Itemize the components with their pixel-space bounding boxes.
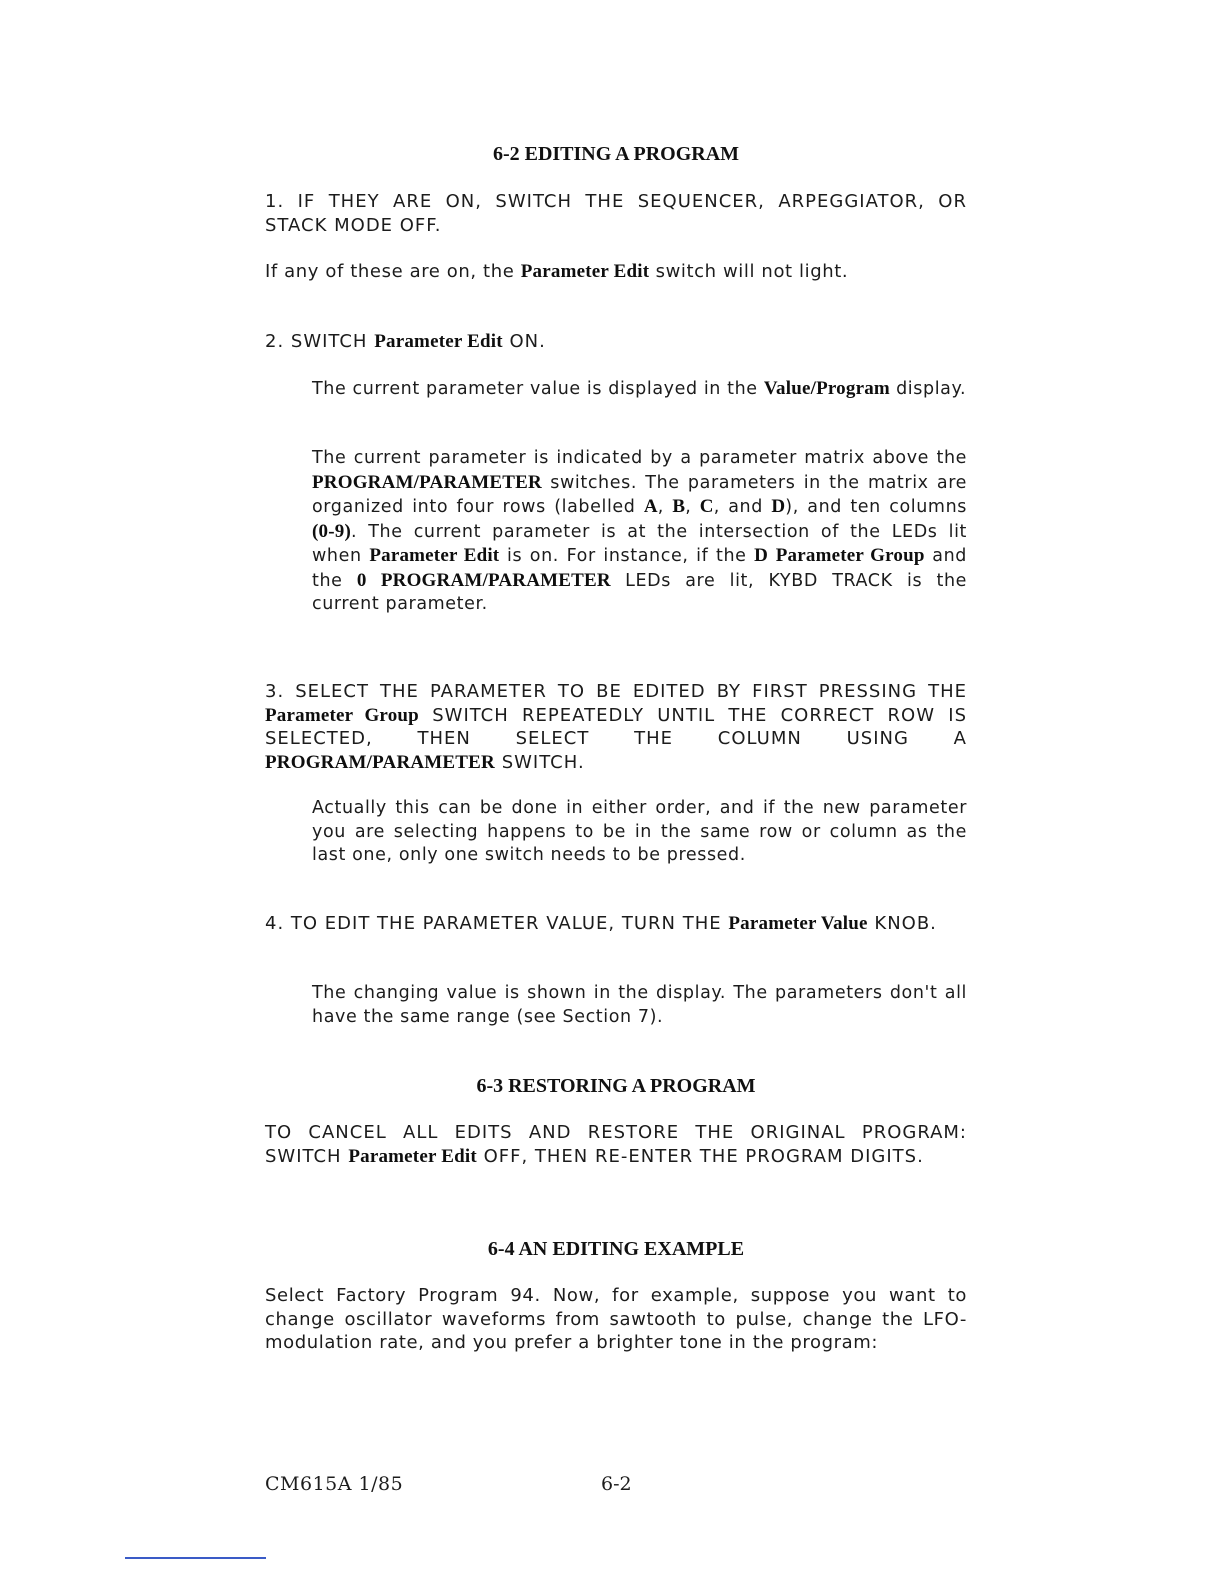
step-3-note: Actually this can be done in either order, and if the new parameter you are selecting happens to be in the same row or column as the last one, only one switch needs to be pressed.: [312, 798, 967, 865]
example-paragraph: Select Factory Program 94. Now, for example, suppose you want to change oscillator waveforms from sawtooth to pulse, change the LFO-modulation rate, and you prefer a brighter tone in the program:: [265, 1285, 967, 1353]
manual-page: [265, 0, 967, 1584]
section-heading-6-4: 6-4 AN EDITING EXAMPLE: [487, 1238, 745, 1260]
footer-page-number: 6-2: [601, 1473, 632, 1495]
step-1-note: If any of these are on, the Parameter Edit switch will not light.: [265, 261, 849, 282]
step-2-instruction: 2. SWITCH Parameter Edit ON.: [265, 331, 546, 352]
section-heading-6-3: 6-3 RESTORING A PROGRAM: [476, 1075, 756, 1097]
restore-instruction: TO CANCEL ALL EDITS AND RESTORE THE ORIGINAL PROGRAM: SWITCH Parameter Edit OFF, THEN RE-ENTER THE PROGRAM DIGITS.: [265, 1122, 967, 1167]
step-2-note-parameter-matrix: The current parameter is indicated by a parameter matrix above the PROGRAM/PARAMETER switches. The parameters in the matrix are organized into four rows (labelled A, B, C, and D), and ten columns (0-9). The current parameter is at the intersection of the LEDs lit when Parameter Edit is on. For instance, if the D Parameter Group and the 0 PROGRAM/PARAMETER LEDs are lit, KYBD TRACK is the current parameter.: [312, 448, 968, 614]
footer-doc-code: CM615A 1/85: [265, 1473, 404, 1495]
step-3-instruction: 3. SELECT THE PARAMETER TO BE EDITED BY FIRST PRESSING THE Parameter Group SWITCH REPEATEDLY UNTIL THE CORRECT ROW IS SELECTED, THEN SELECT THE COLUMN USING A PROGRAM/PARAMETER SWITCH.: [265, 681, 968, 773]
step-4-note: The changing value is shown in the display. The parameters don't all have the same range (see Section 7).: [312, 983, 967, 1027]
step-4-instruction: 4. TO EDIT THE PARAMETER VALUE, TURN THE Parameter Value KNOB.: [265, 913, 937, 934]
step-1-instruction: 1. IF THEY ARE ON, SWITCH THE SEQUENCER, ARPEGGIATOR, OR STACK MODE OFF.: [265, 191, 967, 236]
section-heading-6-2: 6-2 EDITING A PROGRAM: [492, 143, 740, 165]
scan-edge-line: [125, 1557, 266, 1559]
step-2-note-value-display: The current parameter value is displayed in the Value/Program display.: [312, 378, 967, 399]
